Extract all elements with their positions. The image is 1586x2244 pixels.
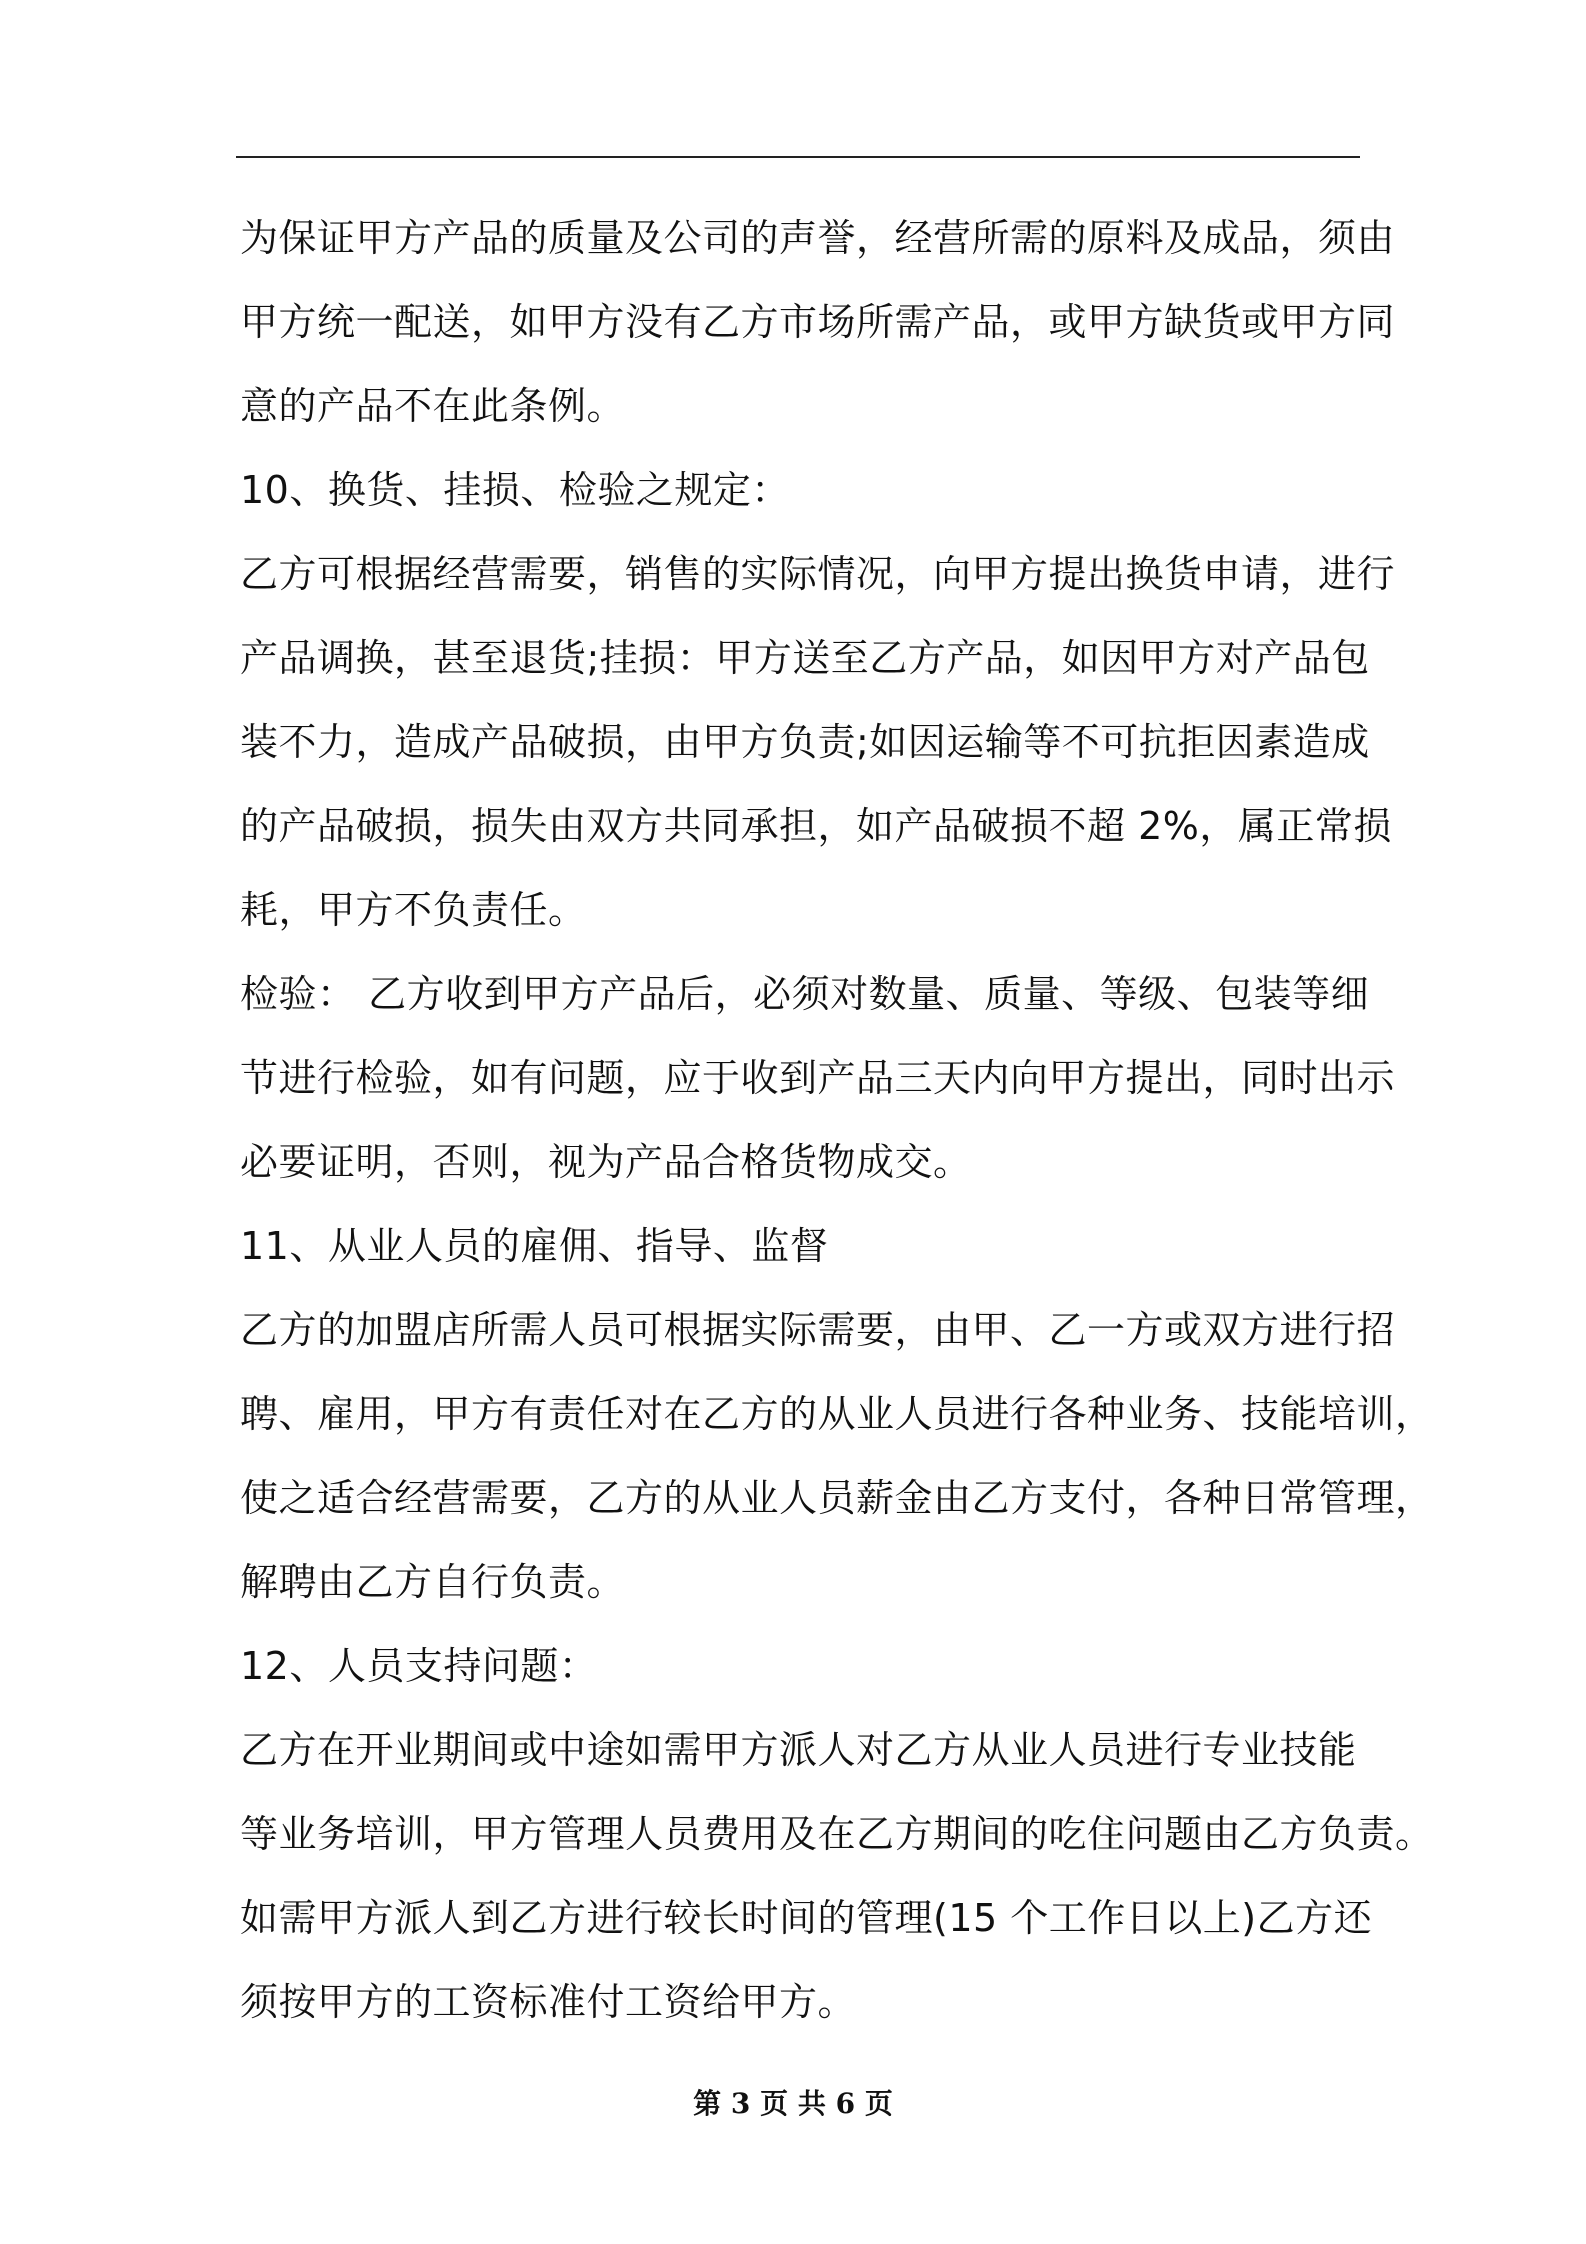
document-body: [240, 196, 1434, 2044]
text-line: 为保证甲方产品的质量及公司的声誉，经营所需的原料及成品，须由: [240, 216, 1396, 260]
text-line: 乙方在开业期间或中途如需甲方派人对乙方从业人员进行专业技能: [240, 1728, 1357, 1772]
section-heading: 11、从业人员的雇佣、指导、监督: [240, 1224, 829, 1268]
text-line: 耗，甲方不负责任。: [240, 888, 587, 932]
text-line: 检验： 乙方收到甲方产品后，必须对数量、质量、等级、包装等细: [240, 972, 1370, 1016]
text-line: 产品调换，甚至退货;挂损：甲方送至乙方产品，如因甲方对产品包: [240, 636, 1370, 680]
text-line: 意的产品不在此条例。: [240, 384, 626, 428]
text-line: 乙方可根据经营需要，销售的实际情况，向甲方提出换货申请，进行: [240, 552, 1396, 596]
text-line: 使之适合经营需要，乙方的从业人员薪金由乙方支付，各种日常管理，: [240, 1476, 1434, 1520]
section-heading: 10、换货、挂损、检验之规定：: [240, 468, 790, 512]
text-line: 必要证明，否则，视为产品合格货物成交。: [240, 1140, 972, 1184]
text-line: 解聘由乙方自行负责。: [240, 1560, 626, 1604]
text-line: 须按甲方的工资标准付工资给甲方。: [240, 1980, 857, 2024]
text-line: 聘、雇用，甲方有责任对在乙方的从业人员进行各种业务、技能培训，: [240, 1392, 1434, 1436]
section-heading: 12、人员支持问题：: [240, 1644, 598, 1688]
text-line: 如需甲方派人到乙方进行较长时间的管理(15 个工作日以上)乙方还: [240, 1896, 1373, 1940]
text-line: 装不力，造成产品破损，由甲方负责;如因运输等不可抗拒因素造成: [240, 720, 1370, 764]
text-line: 甲方统一配送，如甲方没有乙方市场所需产品，或甲方缺货或甲方同: [240, 300, 1396, 344]
text-line: 乙方的加盟店所需人员可根据实际需要，由甲、乙一方或双方进行招: [240, 1308, 1396, 1352]
page-number-footer: 第 3 页 共 6 页: [693, 2087, 893, 2120]
text-line: 的产品破损，损失由双方共同承担，如产品破损不超 2%，属正常损: [240, 804, 1392, 848]
text-line: 节进行检验，如有问题，应于收到产品三天内向甲方提出，同时出示: [240, 1056, 1396, 1100]
text-line: 等业务培训，甲方管理人员费用及在乙方期间的吃住问题由乙方负责。: [240, 1812, 1434, 1856]
header-rule: [236, 156, 1360, 158]
